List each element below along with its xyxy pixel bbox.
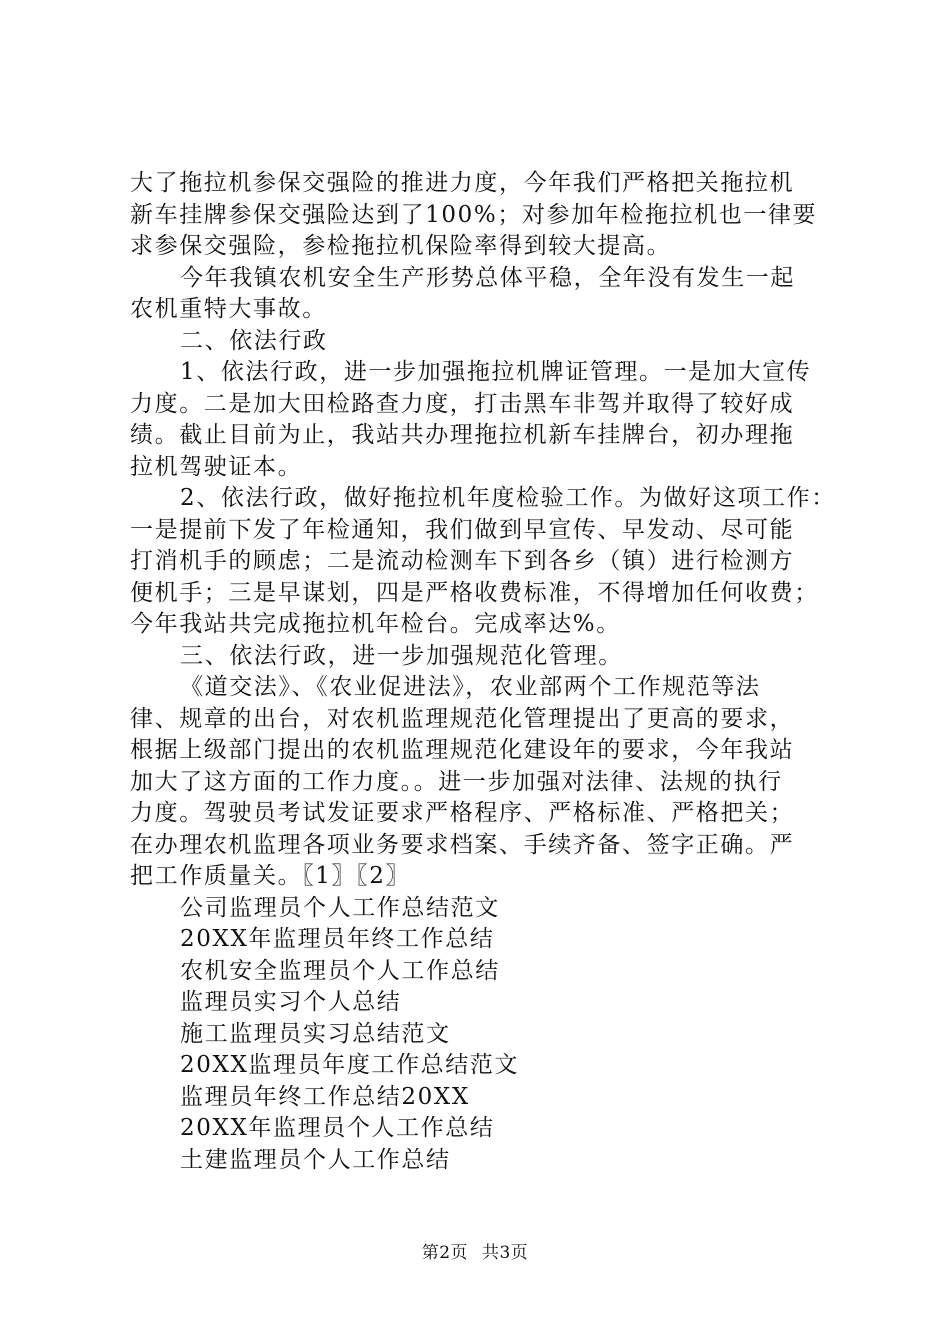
related-article-link[interactable]: 施工监理员实习总结范文 bbox=[180, 1020, 451, 1047]
text-line: 1、依法行政，进一步加强拖拉机牌证管理。一是加大宣传 bbox=[180, 359, 812, 385]
related-article-link[interactable]: 农机安全监理员个人工作总结 bbox=[180, 957, 500, 984]
text-line: 一是提前下发了年检通知，我们做到早宣传、早发动、尽可能 bbox=[130, 516, 795, 543]
text-line: 今年我镇农机安全生产形势总体平稳，全年没有发生一起 bbox=[180, 264, 795, 291]
text-line: 农机重特大事故。 bbox=[130, 296, 327, 322]
related-article-link[interactable]: 监理员实习个人总结 bbox=[180, 989, 402, 1015]
text-line: 根据上级部门提出的农机监理规范化建设年的要求，今年我站 bbox=[130, 737, 795, 763]
related-article-link[interactable]: 土建监理员个人工作总结 bbox=[180, 1146, 451, 1173]
page-total: 共3页 bbox=[481, 1243, 529, 1263]
text-line: 新车挂牌参保交强险达到了100%；对参加年检拖拉机也一律要 bbox=[130, 201, 818, 228]
text-line: 力度。二是加大田检路查力度，打击黑车非驾并取得了较好成 bbox=[130, 390, 795, 417]
text-line: 《道交法》、《农业促进法》，农业部两个工作规范等法 bbox=[180, 674, 761, 700]
paragraph-lines bbox=[130, 168, 836, 893]
text-line: 今年我站共完成拖拉机年检台。完成率达%。 bbox=[130, 611, 621, 637]
text-line: 加大了这方面的工作力度。。进一步加强对法律、法规的执行 bbox=[130, 768, 783, 795]
related-article-link[interactable]: 监理员年终工作总结20XX bbox=[180, 1083, 470, 1110]
text-line: 在办理农机监理各项业务要求档案、手续齐备、签字正确。严 bbox=[130, 831, 795, 858]
text-line: 打消机手的顾虑；二是流动检测车下到各乡（镇）进行检测方 bbox=[130, 548, 795, 574]
related-article-link[interactable]: 公司监理员个人工作总结范文 bbox=[180, 894, 500, 921]
text-line: 2、依法行政，做好拖拉机年度检验工作。为做好这项工作： bbox=[180, 485, 836, 511]
text-line: 绩。截止目前为止，我站共办理拖拉机新车挂牌台，初办理拖 bbox=[130, 422, 795, 448]
text-line: 二、依法行政 bbox=[180, 327, 328, 354]
page-footer bbox=[0, 1242, 950, 1264]
related-article-list bbox=[130, 893, 830, 1177]
page-number: 第2页 bbox=[421, 1243, 469, 1263]
text-line: 便机手；三是早谋划，四是严格收费标准，不得增加任何收费； bbox=[130, 579, 819, 606]
text-line: 求参保交强险，参检拖拉机保险率得到较大提高。 bbox=[130, 233, 672, 259]
related-article-link[interactable]: 20XX年监理员年终工作总结 bbox=[180, 926, 495, 952]
text-line: 大了拖拉机参保交强险的推进力度，今年我们严格把关拖拉机 bbox=[130, 170, 795, 196]
document-body bbox=[130, 168, 836, 1176]
text-line: 三、依法行政，进一步加强规范化管理。 bbox=[180, 642, 623, 669]
text-line: 把工作质量关。〖1〗〖2〗 bbox=[130, 863, 411, 889]
text-line: 律、规章的出台，对农机监理规范化管理提出了更高的要求， bbox=[130, 705, 795, 732]
related-article-link[interactable]: 20XX年监理员个人工作总结 bbox=[180, 1115, 495, 1141]
related-article-link[interactable]: 20XX监理员年度工作总结范文 bbox=[180, 1052, 520, 1078]
text-line: 拉机驾驶证本。 bbox=[130, 453, 303, 480]
text-line: 力度。驾驶员考试发证要求严格程序、严格标准、严格把关； bbox=[130, 800, 795, 826]
